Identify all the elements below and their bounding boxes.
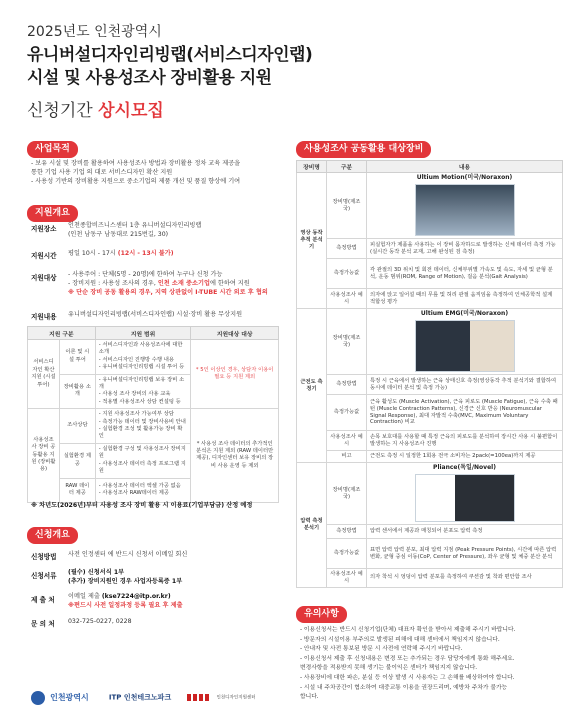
support-scope: - 실험환경 구성 및 사용성조사 장비지원 - 사용성조사 데이터 측정 프로그램 지원 — [95, 443, 191, 478]
note-item: - 시설 내 주차공간이 협소하여 대중교통 이용을 권장드리며, 예방차 주차가 불가능 — [300, 684, 508, 691]
support-scope: - 사용성조사 데이터 엑셀 가공 없음 - 사용성조사 RAW데이터 제공 — [95, 478, 191, 502]
equipment-header-content: 내용 — [367, 161, 563, 173]
submit-email[interactable]: (kse7224@itp.or.kr) — [101, 593, 171, 600]
support-target: * 5인 이상인 경우, 상담자 이용이 필요 등 지원 제외 — [191, 340, 279, 409]
target-line-2: - 장비지원 : 사용성 조사의 경우, 인천 소재 중소기업에 한하여 지원 — [68, 280, 250, 287]
note-item: - 이용신청서 제출 후 신청내용은 변경 또는 추가되는 경우 담당자에게 통화 해주세요. — [300, 655, 515, 662]
page-title-line2: 시설 및 사용성조사 장비활용 지원 — [27, 68, 272, 88]
equipment-row-key: 사용성조사 예시 — [327, 569, 367, 588]
equipment-photo-cell — [367, 463, 563, 525]
support-sub: 이론 및 시설 투어 — [59, 340, 95, 375]
footer-logos — [31, 687, 291, 703]
equipment-row-key: 측정방법 — [327, 525, 367, 539]
period-value: 상시모집 — [98, 101, 164, 121]
emg-photo — [415, 320, 515, 372]
equipment-header-type: 구분 — [327, 161, 367, 173]
support-group-tour: 서비스디자인 확산지원 (시설투어) — [28, 340, 60, 409]
equipment-name-emg: 근전도 측정기 — [297, 309, 327, 463]
equipment-row-key: 측정가능값 — [327, 259, 367, 289]
content-label: 지원내용 — [31, 313, 57, 321]
equipment-row-value: 압력 센서에서 제공과 매칭되어 분포도 압력 측정 — [367, 525, 563, 539]
support-sub: 실험환경 제공 — [59, 443, 95, 478]
support-scope: - 유니버설디자인리빙랩 보유 장비 소개 - 사용성 조사 장비의 사용 교육 - 적용별 사용성조사 상담 컨설팅 등 — [95, 374, 191, 409]
support-header-target: 지원대상 대상 — [191, 327, 279, 340]
section-heading-notes: 유의사항 — [296, 606, 347, 623]
equipment-model: Pliance(독일/Novel) — [433, 464, 496, 472]
method-value: 사전 인정센터 에 반드시 신청서 이메일 회신 — [68, 551, 188, 558]
place-line-1: 인천종합비즈니스센터 1층 유니버설디자인리빙랩 — [68, 222, 202, 229]
equipment-row-value: 특정 시 근육에서 발생하는 근육 상태신호 측정(영상동작 추적 분석기와 결합하여 동시에 데이터 분석 및 측정 가능) — [367, 375, 563, 395]
section-heading-purpose: 사업목적 — [27, 141, 78, 158]
equipment-row-key: 측정가능값 — [327, 395, 367, 431]
equipment-row-key: 비고 — [327, 451, 367, 463]
equipment-model: Ultium EMG(미국/Noraxon) — [420, 310, 509, 318]
support-sub: 장비활용 소개 — [59, 374, 95, 409]
equipment-photo-cell — [367, 309, 563, 375]
equipment-header-name: 장비명 — [297, 161, 327, 173]
note-item: 변경사항을 적용받지 못해 생기는 불이익은 센터가 책임지지 않습니다. — [300, 665, 478, 672]
docs-line-2: (추가) 장비지원인 경우 사업자등록증 1부 — [68, 578, 183, 585]
section-heading-overview: 지원개요 — [27, 205, 78, 222]
note-item: - 사용장비에 대한 파손, 분실 등 이상 발생 시 사용자는 그 손해를 배상하여야 합니다. — [300, 674, 515, 681]
method-label: 신청방법 — [31, 553, 57, 561]
docs-label: 신청서류 — [31, 572, 57, 580]
section-heading-equipment: 사용성조사 공동활용 대상장비 — [296, 141, 431, 158]
purpose-item-2: 통한 기업 사용 기업 의 대로 서비스디자인 확산 지원 — [31, 169, 173, 176]
period-label: 신청기간 — [27, 101, 99, 121]
idsc-logo-text: 인천디자인지원센터 — [216, 695, 256, 701]
support-sub: 조사상담 — [59, 409, 95, 444]
equipment-table — [296, 160, 563, 588]
support-header-scope: 지원 범위 — [95, 327, 191, 340]
equipment-photo-label: 장비명(제조국) — [327, 173, 367, 239]
equipment-row-value: 각 관절의 3D 위치 및 회전 데이터, 신체부위별 가속도 및 속도, 자세 및 균형 분석, 운동 범위(ROM, Range of Motion), 걸음 분석(Gait Analysis) — [367, 259, 563, 289]
section-heading-apply: 신청개요 — [27, 527, 78, 544]
support-target: * 사용성 조사 데이터의 추가적인 분석은 지원 제외 (RAW 데이터만 제공), 디자인센터 보유 장비의 장비 사용 운영 등 제외 — [191, 409, 279, 502]
target-note: ※ 단순 장비 공동 활용의 경우, 지역 상관없이 I-TUBE 시간 외로 후 협의 — [68, 289, 268, 296]
docs-line-1: (필수) 신청서식 1부 — [68, 569, 125, 576]
submit-line-2: ※편드시 사전 일정과정 등록 필요 후 제출 — [68, 602, 183, 609]
equipment-row-key: 측정방법 — [327, 239, 367, 259]
equipment-row-key: 사용성조사 예시 — [327, 289, 367, 309]
contact-value: 032-725-0227, 0228 — [68, 618, 132, 625]
time-note: (12시 - 13시 불가) — [117, 250, 174, 257]
equipment-row-value: 의자 착석 시 엉덩이 압력 분포를 측정하여 쿠션감 및 착좌 편안함 조사 — [367, 569, 563, 588]
support-scope: - 서비스디자인과 사용성조사에 대한 소개 - 서비스디자인 진행방 수행 내용 - 유니버설디자인리빙랩 시설 투어 등 — [95, 340, 191, 375]
content-value: 유니버설디자인리빙랩(서비스디자인랩) 시설·장비 활용 무상지원 — [68, 311, 243, 318]
equipment-name-pressure: 압력 측정 분석기 — [297, 463, 327, 588]
notes-list — [300, 626, 566, 703]
note-item: 합니다. — [300, 694, 319, 701]
equipment-row-value: 손목 보호대를 사용할 때 특정 근육의 피로도를 분석하여 장시간 사용 시 불편함이 발생하는 지 사용성조사 진행 — [367, 431, 563, 451]
submit-line-1: 이메일 제출 (kse7224@itp.or.kr) — [68, 593, 171, 600]
note-item: - 방문자의 시설이용 부주의로 발생된 피해에 대해 센터에서 책임지지 않습니다. — [300, 636, 500, 643]
application-period — [27, 96, 164, 121]
target-label: 지원대상 — [31, 274, 57, 282]
support-header-group: 지원 구분 — [28, 327, 96, 340]
equipment-row-value: 표면 압력 압력 분포, 최대 압력 지점 (Peak Pressure Points), 시간에 따른 압력 변화, 균형 중심 이동(CoP, Center of Pressure), 좌우 균형 및 체중 분산 분석 — [367, 539, 563, 569]
itp-logo-text: ITP 인천테크노파크 — [108, 693, 172, 702]
support-sub: RAW 데이터 제공 — [59, 478, 95, 502]
page-title-line1: 유니버설디자인리빙랩(서비스디자인랩) — [27, 45, 313, 65]
place-label: 지원장소 — [31, 225, 57, 233]
header-year: 2025년도 인천광역시 — [27, 24, 162, 40]
purpose-item-3: - 사용성 기반의 장비활용 지원으로 중소기업의 제품 개선 및 품질 향상에 기여 — [31, 178, 241, 185]
incheon-logo-text: 인천광역시 — [50, 693, 89, 702]
time-label: 지원시간 — [31, 252, 57, 260]
equipment-photo-cell — [367, 173, 563, 239]
time-value: 평일 10시 - 17시 (12시 - 13시 불가) — [68, 250, 174, 257]
equipment-row-key: 사용성조사 예시 — [327, 431, 367, 451]
equipment-row-key: 측정방법 — [327, 375, 367, 395]
target-line-1: - 사용주어 : 단체(5명 - 20명)에 한하여 누구나 신청 가능 — [68, 271, 223, 278]
contact-label: 문 의 처 — [31, 620, 55, 628]
motion-capture-photo — [415, 184, 515, 236]
idsc-logo-icon — [187, 694, 211, 701]
equipment-name-motion: 영상 동작 추적 분석기 — [297, 173, 327, 309]
equipment-photo-label: 장비명(제조국) — [327, 309, 367, 375]
support-group-equipment: 사용성조사 장비 공동활용 지원 (장비활용) — [28, 409, 60, 502]
equipment-photo-label: 장비명(제조국) — [327, 463, 367, 525]
overview-footnote: ※ 차년도(2026년)부터 사용성 조사 장비 활용 시 이용료(기업부담금) 산정 예정 — [31, 502, 253, 509]
equipment-model: Ultium Motion(미국/Noraxon) — [416, 174, 513, 182]
pressure-photo — [415, 474, 515, 522]
equipment-row-key: 측정가능값 — [327, 539, 367, 569]
equipment-row-value: 의자에 앉고 일어설 때의 무릎 및 허리 관절 움직임을 측정하여 인체공학적 설계 적합성 평가 — [367, 289, 563, 309]
note-item: - 안내자 및 사전 통보된 방문 시 사전에 연락해 주시기 바랍니다. — [300, 646, 463, 653]
place-line-2: (인천 남동구 남동대로 215번길, 30) — [68, 231, 169, 238]
incheon-logo-icon — [31, 691, 45, 705]
equipment-row-value: 근전도 측정 시 일정한 1회용 전극 소비자는 2pack(=100ea)까지 제공 — [367, 451, 563, 463]
purpose-item-1: - 보유 시설 및 장비를 활용하여 사용성조사 방법과 장비활용 정차 교육 제공을 — [31, 160, 241, 167]
equipment-row-value: 피실험자가 제품을 사용하는 이 장비 몸자하드로 발생하는 신체 데이터 측정 가능 (실시간 동작 분석 교재, 고해 완성된 검 측정) — [367, 239, 563, 259]
submit-label: 제 출 처 — [31, 596, 55, 604]
equipment-row-value: 근육 활성도 (Muscle Activation), 근육 피로도 (Muscle Fatigue), 근육 수축 패턴 (Muscle Contraction Patterns), 신경근 신호 반응 (Neuromuscular Signal Response), 최대 자발적 수축(MVC, Maximum Voluntary Contraction) 비교 — [367, 395, 563, 431]
support-table — [27, 326, 279, 503]
note-item: - 이용신청서는 반드시 신청기업(단체) 대표자 확인을 받아서 제출해 주시기 바랍니다. — [300, 627, 516, 633]
support-scope: - 지원 사용성조사 가능여부 상담 - 측정가능 데이터 및 장비사용비 안내 - 실험환경 조성 및 활용가능 장비 확인 — [95, 409, 191, 444]
